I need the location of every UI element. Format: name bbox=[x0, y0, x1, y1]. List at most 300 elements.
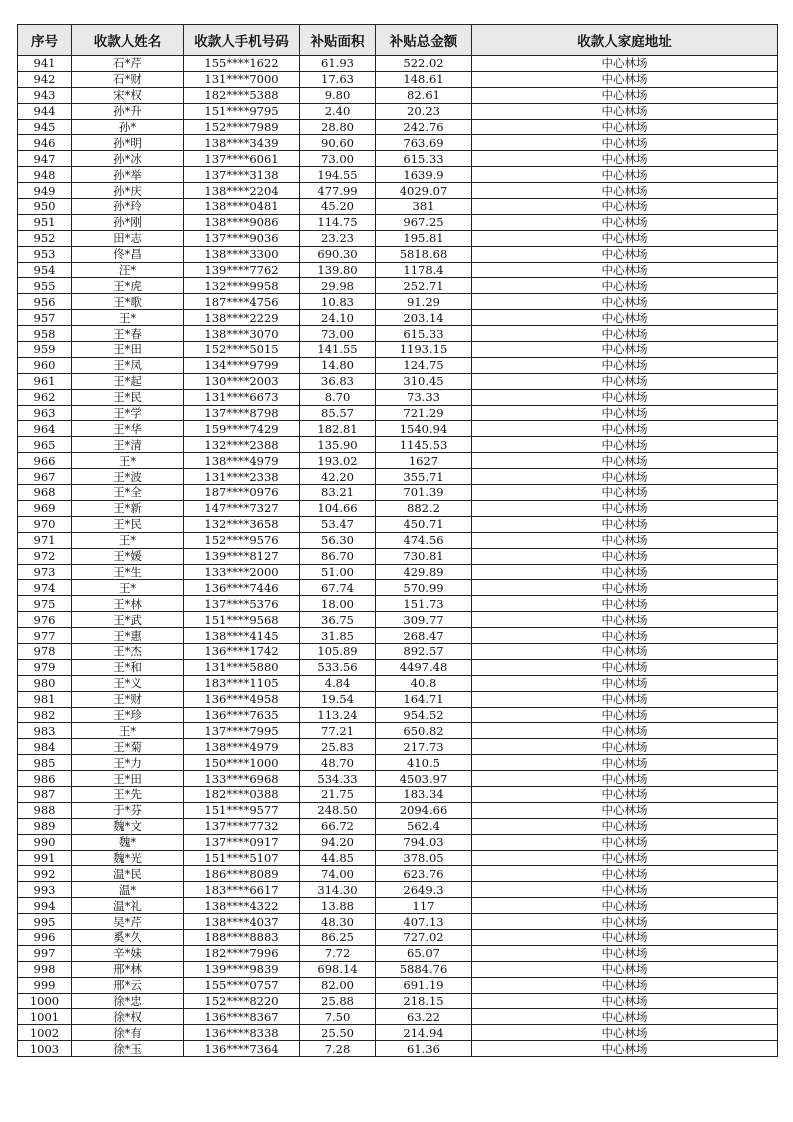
cell-phone: 138****3300 bbox=[184, 246, 300, 262]
cell-phone: 186****8089 bbox=[184, 866, 300, 882]
cell-address: 中心林场 bbox=[472, 1025, 778, 1041]
cell-index: 951 bbox=[18, 214, 72, 230]
cell-amount: 5884.76 bbox=[376, 961, 472, 977]
cell-address: 中心林场 bbox=[472, 818, 778, 834]
table-row bbox=[18, 675, 778, 691]
cell-address: 中心林场 bbox=[472, 723, 778, 739]
cell-phone: 131****6673 bbox=[184, 389, 300, 405]
cell-phone: 138****4145 bbox=[184, 628, 300, 644]
cell-area: 61.93 bbox=[300, 56, 376, 72]
cell-address: 中心林场 bbox=[472, 437, 778, 453]
cell-amount: 4503.97 bbox=[376, 771, 472, 787]
table-row bbox=[18, 866, 778, 882]
cell-name: 王*新 bbox=[72, 500, 184, 516]
cell-name: 王*歌 bbox=[72, 294, 184, 310]
cell-index: 982 bbox=[18, 707, 72, 723]
cell-phone: 155****0757 bbox=[184, 977, 300, 993]
cell-index: 993 bbox=[18, 882, 72, 898]
cell-area: 248.50 bbox=[300, 802, 376, 818]
cell-area: 28.80 bbox=[300, 119, 376, 135]
cell-index: 945 bbox=[18, 119, 72, 135]
cell-address: 中心林场 bbox=[472, 1041, 778, 1057]
cell-area: 194.55 bbox=[300, 167, 376, 183]
cell-phone: 136****4958 bbox=[184, 691, 300, 707]
cell-address: 中心林场 bbox=[472, 421, 778, 437]
cell-area: 135.90 bbox=[300, 437, 376, 453]
cell-index: 952 bbox=[18, 230, 72, 246]
cell-area: 21.75 bbox=[300, 786, 376, 802]
table-row bbox=[18, 707, 778, 723]
cell-index: 944 bbox=[18, 103, 72, 119]
table-row bbox=[18, 802, 778, 818]
cell-name: 王* bbox=[72, 453, 184, 469]
cell-name: 王*田 bbox=[72, 342, 184, 358]
cell-address: 中心林场 bbox=[472, 961, 778, 977]
cell-phone: 139****9839 bbox=[184, 961, 300, 977]
cell-name: 孙*冰 bbox=[72, 151, 184, 167]
cell-area: 48.30 bbox=[300, 914, 376, 930]
cell-address: 中心林场 bbox=[472, 564, 778, 580]
table-row bbox=[18, 56, 778, 72]
cell-amount: 164.71 bbox=[376, 691, 472, 707]
cell-amount: 309.77 bbox=[376, 612, 472, 628]
cell-address: 中心林场 bbox=[472, 739, 778, 755]
cell-amount: 562.4 bbox=[376, 818, 472, 834]
cell-phone: 150****1000 bbox=[184, 755, 300, 771]
cell-name: 王* bbox=[72, 532, 184, 548]
table-row bbox=[18, 580, 778, 596]
cell-index: 968 bbox=[18, 485, 72, 501]
cell-address: 中心林场 bbox=[472, 898, 778, 914]
cell-area: 7.50 bbox=[300, 1009, 376, 1025]
cell-area: 4.84 bbox=[300, 675, 376, 691]
table-row bbox=[18, 326, 778, 342]
table-row bbox=[18, 135, 778, 151]
cell-amount: 1178.4 bbox=[376, 262, 472, 278]
table-row bbox=[18, 167, 778, 183]
table-row bbox=[18, 723, 778, 739]
cell-phone: 138****0481 bbox=[184, 199, 300, 215]
cell-phone: 137****9036 bbox=[184, 230, 300, 246]
cell-name: 孙*刚 bbox=[72, 214, 184, 230]
cell-address: 中心林场 bbox=[472, 612, 778, 628]
cell-amount: 410.5 bbox=[376, 755, 472, 771]
cell-name: 王* bbox=[72, 580, 184, 596]
cell-name: 温* bbox=[72, 882, 184, 898]
cell-name: 王* bbox=[72, 723, 184, 739]
cell-name: 王*民 bbox=[72, 389, 184, 405]
cell-area: 8.70 bbox=[300, 389, 376, 405]
cell-amount: 721.29 bbox=[376, 405, 472, 421]
cell-name: 辛*妹 bbox=[72, 945, 184, 961]
cell-amount: 615.33 bbox=[376, 151, 472, 167]
cell-address: 中心林场 bbox=[472, 294, 778, 310]
cell-area: 25.50 bbox=[300, 1025, 376, 1041]
cell-amount: 954.52 bbox=[376, 707, 472, 723]
cell-address: 中心林场 bbox=[472, 71, 778, 87]
cell-index: 986 bbox=[18, 771, 72, 787]
cell-phone: 159****7429 bbox=[184, 421, 300, 437]
cell-amount: 151.73 bbox=[376, 596, 472, 612]
cell-name: 徐*忠 bbox=[72, 993, 184, 1009]
table-row bbox=[18, 739, 778, 755]
cell-area: 90.60 bbox=[300, 135, 376, 151]
cell-address: 中心林场 bbox=[472, 628, 778, 644]
cell-phone: 138****2229 bbox=[184, 310, 300, 326]
cell-amount: 701.39 bbox=[376, 485, 472, 501]
cell-area: 114.75 bbox=[300, 214, 376, 230]
cell-name: 王* bbox=[72, 310, 184, 326]
cell-address: 中心林场 bbox=[472, 993, 778, 1009]
table-row bbox=[18, 500, 778, 516]
cell-index: 963 bbox=[18, 405, 72, 421]
cell-amount: 967.25 bbox=[376, 214, 472, 230]
cell-amount: 623.76 bbox=[376, 866, 472, 882]
cell-name: 邢*云 bbox=[72, 977, 184, 993]
cell-amount: 148.61 bbox=[376, 71, 472, 87]
cell-amount: 474.56 bbox=[376, 532, 472, 548]
cell-index: 987 bbox=[18, 786, 72, 802]
cell-index: 996 bbox=[18, 929, 72, 945]
cell-index: 975 bbox=[18, 596, 72, 612]
cell-name: 孙*庆 bbox=[72, 183, 184, 199]
cell-address: 中心林场 bbox=[472, 659, 778, 675]
cell-name: 魏*光 bbox=[72, 850, 184, 866]
cell-index: 981 bbox=[18, 691, 72, 707]
cell-index: 947 bbox=[18, 151, 72, 167]
cell-area: 13.88 bbox=[300, 898, 376, 914]
cell-phone: 136****8338 bbox=[184, 1025, 300, 1041]
table-row bbox=[18, 183, 778, 199]
header-index: 序号 bbox=[18, 25, 72, 56]
cell-area: 24.10 bbox=[300, 310, 376, 326]
cell-address: 中心林场 bbox=[472, 167, 778, 183]
cell-area: 73.00 bbox=[300, 151, 376, 167]
cell-area: 25.88 bbox=[300, 993, 376, 1009]
cell-name: 王*力 bbox=[72, 755, 184, 771]
cell-amount: 450.71 bbox=[376, 516, 472, 532]
cell-index: 1003 bbox=[18, 1041, 72, 1057]
cell-area: 31.85 bbox=[300, 628, 376, 644]
cell-area: 690.30 bbox=[300, 246, 376, 262]
cell-address: 中心林场 bbox=[472, 87, 778, 103]
cell-index: 985 bbox=[18, 755, 72, 771]
cell-area: 113.24 bbox=[300, 707, 376, 723]
cell-index: 973 bbox=[18, 564, 72, 580]
cell-index: 988 bbox=[18, 802, 72, 818]
table-row bbox=[18, 532, 778, 548]
cell-phone: 136****1742 bbox=[184, 643, 300, 659]
cell-address: 中心林场 bbox=[472, 977, 778, 993]
cell-name: 石*芹 bbox=[72, 56, 184, 72]
table-row bbox=[18, 357, 778, 373]
cell-address: 中心林场 bbox=[472, 786, 778, 802]
cell-phone: 136****8367 bbox=[184, 1009, 300, 1025]
cell-area: 23.23 bbox=[300, 230, 376, 246]
cell-phone: 134****9799 bbox=[184, 357, 300, 373]
table-row bbox=[18, 945, 778, 961]
table-row bbox=[18, 596, 778, 612]
cell-amount: 195.81 bbox=[376, 230, 472, 246]
table-row bbox=[18, 262, 778, 278]
cell-amount: 522.02 bbox=[376, 56, 472, 72]
cell-index: 966 bbox=[18, 453, 72, 469]
cell-address: 中心林场 bbox=[472, 675, 778, 691]
cell-area: 74.00 bbox=[300, 866, 376, 882]
cell-amount: 892.57 bbox=[376, 643, 472, 659]
cell-amount: 1193.15 bbox=[376, 342, 472, 358]
cell-phone: 138****4322 bbox=[184, 898, 300, 914]
cell-name: 王*惠 bbox=[72, 628, 184, 644]
cell-phone: 136****7364 bbox=[184, 1041, 300, 1057]
cell-name: 王*学 bbox=[72, 405, 184, 421]
cell-area: 45.20 bbox=[300, 199, 376, 215]
table-row bbox=[18, 246, 778, 262]
cell-index: 984 bbox=[18, 739, 72, 755]
table-body bbox=[18, 56, 778, 1057]
cell-amount: 82.61 bbox=[376, 87, 472, 103]
cell-amount: 4029.07 bbox=[376, 183, 472, 199]
cell-phone: 138****4037 bbox=[184, 914, 300, 930]
cell-phone: 138****4979 bbox=[184, 739, 300, 755]
cell-address: 中心林场 bbox=[472, 485, 778, 501]
cell-index: 971 bbox=[18, 532, 72, 548]
cell-amount: 91.29 bbox=[376, 294, 472, 310]
cell-phone: 182****0388 bbox=[184, 786, 300, 802]
cell-amount: 763.69 bbox=[376, 135, 472, 151]
cell-name: 温*礼 bbox=[72, 898, 184, 914]
header-subsidy-amount: 补贴总金额 bbox=[376, 25, 472, 56]
cell-name: 王*春 bbox=[72, 326, 184, 342]
table-row bbox=[18, 294, 778, 310]
header-payee-phone: 收款人手机号码 bbox=[184, 25, 300, 56]
cell-index: 943 bbox=[18, 87, 72, 103]
cell-name: 王*生 bbox=[72, 564, 184, 580]
cell-phone: 138****4979 bbox=[184, 453, 300, 469]
cell-area: 139.80 bbox=[300, 262, 376, 278]
cell-phone: 139****8127 bbox=[184, 548, 300, 564]
cell-name: 佟*昌 bbox=[72, 246, 184, 262]
cell-amount: 40.8 bbox=[376, 675, 472, 691]
cell-address: 中心林场 bbox=[472, 278, 778, 294]
table-row bbox=[18, 691, 778, 707]
cell-index: 954 bbox=[18, 262, 72, 278]
cell-name: 孙*升 bbox=[72, 103, 184, 119]
table-row bbox=[18, 1009, 778, 1025]
table-row bbox=[18, 278, 778, 294]
table-row bbox=[18, 628, 778, 644]
cell-phone: 138****3070 bbox=[184, 326, 300, 342]
cell-name: 王*财 bbox=[72, 691, 184, 707]
table-row bbox=[18, 516, 778, 532]
cell-amount: 2649.3 bbox=[376, 882, 472, 898]
cell-amount: 1540.94 bbox=[376, 421, 472, 437]
cell-area: 533.56 bbox=[300, 659, 376, 675]
cell-index: 1000 bbox=[18, 993, 72, 1009]
cell-address: 中心林场 bbox=[472, 834, 778, 850]
cell-amount: 570.99 bbox=[376, 580, 472, 596]
cell-index: 979 bbox=[18, 659, 72, 675]
cell-amount: 218.15 bbox=[376, 993, 472, 1009]
cell-address: 中心林场 bbox=[472, 246, 778, 262]
header-payee-address: 收款人家庭地址 bbox=[472, 25, 778, 56]
table-row bbox=[18, 914, 778, 930]
cell-amount: 4497.48 bbox=[376, 659, 472, 675]
cell-area: 51.00 bbox=[300, 564, 376, 580]
table-row bbox=[18, 818, 778, 834]
cell-name: 魏* bbox=[72, 834, 184, 850]
cell-phone: 137****8798 bbox=[184, 405, 300, 421]
cell-amount: 268.47 bbox=[376, 628, 472, 644]
cell-amount: 691.19 bbox=[376, 977, 472, 993]
cell-address: 中心林场 bbox=[472, 357, 778, 373]
cell-name: 徐*有 bbox=[72, 1025, 184, 1041]
table-row bbox=[18, 564, 778, 580]
cell-address: 中心林场 bbox=[472, 453, 778, 469]
cell-address: 中心林场 bbox=[472, 945, 778, 961]
table-row bbox=[18, 199, 778, 215]
cell-phone: 131****7000 bbox=[184, 71, 300, 87]
cell-phone: 132****3658 bbox=[184, 516, 300, 532]
cell-index: 1001 bbox=[18, 1009, 72, 1025]
cell-amount: 381 bbox=[376, 199, 472, 215]
cell-phone: 133****2000 bbox=[184, 564, 300, 580]
table-row bbox=[18, 961, 778, 977]
cell-address: 中心林场 bbox=[472, 151, 778, 167]
table-row bbox=[18, 373, 778, 389]
cell-area: 2.40 bbox=[300, 103, 376, 119]
cell-amount: 20.23 bbox=[376, 103, 472, 119]
cell-address: 中心林场 bbox=[472, 310, 778, 326]
cell-amount: 63.22 bbox=[376, 1009, 472, 1025]
cell-name: 孙*明 bbox=[72, 135, 184, 151]
cell-phone: 130****2003 bbox=[184, 373, 300, 389]
cell-index: 997 bbox=[18, 945, 72, 961]
cell-address: 中心林场 bbox=[472, 755, 778, 771]
table-row bbox=[18, 929, 778, 945]
cell-phone: 151****9568 bbox=[184, 612, 300, 628]
cell-area: 182.81 bbox=[300, 421, 376, 437]
cell-name: 王*起 bbox=[72, 373, 184, 389]
cell-phone: 183****1105 bbox=[184, 675, 300, 691]
header-subsidy-area: 补贴面积 bbox=[300, 25, 376, 56]
cell-index: 964 bbox=[18, 421, 72, 437]
cell-index: 999 bbox=[18, 977, 72, 993]
cell-phone: 155****1622 bbox=[184, 56, 300, 72]
cell-area: 86.25 bbox=[300, 929, 376, 945]
cell-name: 孙*举 bbox=[72, 167, 184, 183]
cell-index: 998 bbox=[18, 961, 72, 977]
cell-index: 1002 bbox=[18, 1025, 72, 1041]
cell-amount: 5818.68 bbox=[376, 246, 472, 262]
cell-index: 989 bbox=[18, 818, 72, 834]
cell-address: 中心林场 bbox=[472, 802, 778, 818]
cell-phone: 187****0976 bbox=[184, 485, 300, 501]
table-row bbox=[18, 421, 778, 437]
cell-name: 吴*芹 bbox=[72, 914, 184, 930]
cell-address: 中心林场 bbox=[472, 135, 778, 151]
cell-phone: 136****7635 bbox=[184, 707, 300, 723]
cell-index: 994 bbox=[18, 898, 72, 914]
cell-phone: 137****7732 bbox=[184, 818, 300, 834]
cell-index: 962 bbox=[18, 389, 72, 405]
cell-amount: 355.71 bbox=[376, 469, 472, 485]
cell-amount: 1627 bbox=[376, 453, 472, 469]
cell-phone: 131****2338 bbox=[184, 469, 300, 485]
cell-area: 104.66 bbox=[300, 500, 376, 516]
cell-area: 85.57 bbox=[300, 405, 376, 421]
cell-index: 959 bbox=[18, 342, 72, 358]
table-row bbox=[18, 643, 778, 659]
cell-index: 950 bbox=[18, 199, 72, 215]
cell-area: 44.85 bbox=[300, 850, 376, 866]
table-row bbox=[18, 755, 778, 771]
cell-area: 77.21 bbox=[300, 723, 376, 739]
cell-amount: 727.02 bbox=[376, 929, 472, 945]
cell-name: 汪* bbox=[72, 262, 184, 278]
cell-index: 970 bbox=[18, 516, 72, 532]
cell-name: 王*媛 bbox=[72, 548, 184, 564]
table-header-row bbox=[18, 25, 778, 56]
table-row bbox=[18, 1041, 778, 1057]
cell-address: 中心林场 bbox=[472, 214, 778, 230]
cell-address: 中心林场 bbox=[472, 183, 778, 199]
cell-area: 25.83 bbox=[300, 739, 376, 755]
cell-name: 王*武 bbox=[72, 612, 184, 628]
cell-name: 王*虎 bbox=[72, 278, 184, 294]
cell-phone: 151****9577 bbox=[184, 802, 300, 818]
cell-area: 141.55 bbox=[300, 342, 376, 358]
cell-name: 温*民 bbox=[72, 866, 184, 882]
cell-name: 王*义 bbox=[72, 675, 184, 691]
cell-address: 中心林场 bbox=[472, 1009, 778, 1025]
cell-amount: 730.81 bbox=[376, 548, 472, 564]
cell-area: 83.21 bbox=[300, 485, 376, 501]
cell-index: 991 bbox=[18, 850, 72, 866]
cell-phone: 182****7996 bbox=[184, 945, 300, 961]
cell-address: 中心林场 bbox=[472, 56, 778, 72]
cell-name: 王*民 bbox=[72, 516, 184, 532]
cell-phone: 131****5880 bbox=[184, 659, 300, 675]
cell-area: 66.72 bbox=[300, 818, 376, 834]
cell-area: 314.30 bbox=[300, 882, 376, 898]
cell-amount: 124.75 bbox=[376, 357, 472, 373]
table-row bbox=[18, 771, 778, 787]
cell-amount: 310.45 bbox=[376, 373, 472, 389]
cell-index: 961 bbox=[18, 373, 72, 389]
cell-name: 孙* bbox=[72, 119, 184, 135]
cell-area: 94.20 bbox=[300, 834, 376, 850]
cell-amount: 407.13 bbox=[376, 914, 472, 930]
cell-index: 965 bbox=[18, 437, 72, 453]
cell-index: 969 bbox=[18, 500, 72, 516]
cell-phone: 137****0917 bbox=[184, 834, 300, 850]
cell-index: 946 bbox=[18, 135, 72, 151]
cell-name: 王*珍 bbox=[72, 707, 184, 723]
cell-phone: 152****7989 bbox=[184, 119, 300, 135]
cell-address: 中心林场 bbox=[472, 342, 778, 358]
cell-area: 10.83 bbox=[300, 294, 376, 310]
cell-address: 中心林场 bbox=[472, 929, 778, 945]
table-row bbox=[18, 214, 778, 230]
cell-address: 中心林场 bbox=[472, 532, 778, 548]
cell-area: 14.80 bbox=[300, 357, 376, 373]
cell-address: 中心林场 bbox=[472, 691, 778, 707]
cell-area: 29.98 bbox=[300, 278, 376, 294]
cell-index: 983 bbox=[18, 723, 72, 739]
cell-index: 995 bbox=[18, 914, 72, 930]
table-row bbox=[18, 119, 778, 135]
